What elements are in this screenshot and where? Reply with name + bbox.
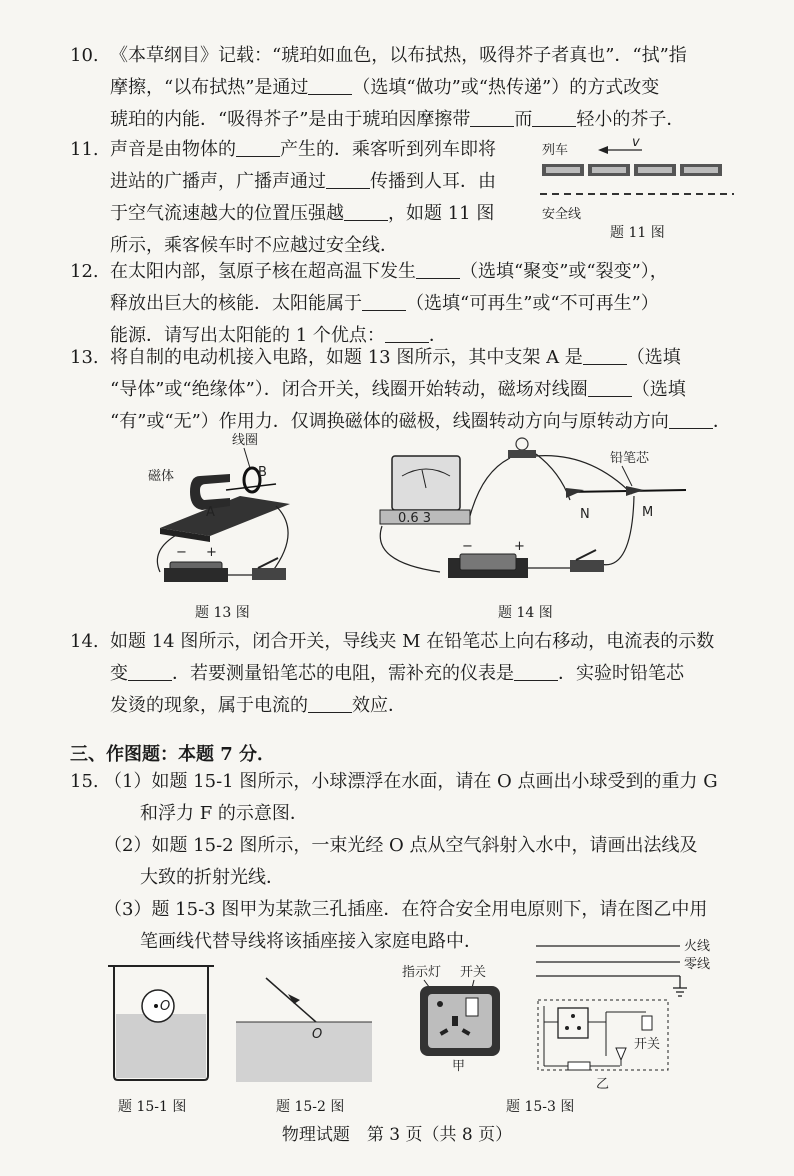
question-number: 10. (70, 45, 99, 66)
answer-blank (326, 170, 370, 189)
support-a-label: A (206, 505, 215, 520)
question-14: 14. 如题 14 图所示，闭合开关，导线夹 M 在铅笔芯上向右移动，电流表的示数 变 ．若要测量铅笔芯的电阻，需补充的仪表是 ．实验时铅笔芯 发烫的现象，属于电流的 效应． (70, 626, 770, 722)
socket-switch (466, 998, 478, 1016)
switch-label-2: 开关 (634, 1037, 661, 1052)
figure-13-caption: 题 13 图 (195, 605, 250, 621)
answer-blank (308, 76, 352, 95)
answer-blank (532, 108, 576, 127)
answer-blank (588, 378, 632, 397)
answer-blank (385, 324, 429, 343)
ammeter (392, 456, 460, 510)
coil-label: 线圈 (232, 433, 259, 448)
answer-blank (470, 108, 514, 127)
meter-scale: 0.6 3 (398, 511, 432, 526)
switch-label: 开关 (460, 965, 487, 980)
question-number: 12. (70, 261, 99, 282)
answer-blank (362, 292, 406, 311)
clip-n (566, 488, 584, 498)
arrow-head-icon (598, 146, 608, 154)
magnet-label: 磁体 (148, 469, 175, 484)
figure-15-2 (236, 974, 372, 1084)
figure-14 (370, 432, 690, 592)
page-footer: 物理试题 第 3 页（共 8 页） (281, 1125, 513, 1145)
svg-text:−: − (462, 539, 473, 554)
neutral-wire-label: 零线 (684, 957, 711, 972)
incident-ray (266, 978, 316, 1022)
resistor (568, 1062, 590, 1070)
q11-line-4: 所示，乘客候车时不应越过安全线． (110, 235, 398, 256)
figure-15-1 (108, 964, 218, 1084)
answer-blank (308, 694, 352, 713)
question-13: 13. 将自制的电动机接入电路，如题 13 图所示，其中支架 A 是 （选填 “导体”或“绝缘体”）．闭合开关，线圈开始转动，磁场对线圈 （选填 “有”或“无”）作用力．仅调换磁体的磁极，线圈转动方向与原转动方向 ． (70, 342, 780, 438)
water (116, 1014, 206, 1078)
svg-text:+: + (206, 545, 217, 560)
svg-text:−: − (176, 545, 187, 560)
q14-line-1: 如题 14 图所示，闭合开关，导线夹 M 在铅笔芯上向右移动，电流表的示数 (110, 631, 715, 652)
question-11: 11. 声音是由物体的 产生的．乘客听到列车即将 进站的广播声，广播声通过 传播到人耳．由 于空气流速越大的位置压强越 ，如题 11 图 所示，乘客候车时不应越过安全线． (70, 134, 530, 262)
question-number: 13. (70, 347, 99, 368)
answer-blank (669, 410, 713, 429)
q15-part3-line1: （3）题 15-3 图甲为某款三孔插座．在符合安全用电原则下，请在图乙中用 (104, 899, 708, 920)
bulb-icon (516, 438, 528, 450)
svg-text:+: + (514, 539, 525, 554)
point-o-label: O (160, 999, 171, 1014)
question-10: 10. 《本草纲目》记载：“琥珀如血色，以布拭热，吸得芥子者真也”．“拭”指 摩擦，“以布拭热”是通过 （选填“做功”或“热传递”）的方式改变 琥珀的内能．“吸得芥子”是由于琥珀因摩擦带 而 轻小的芥子． (70, 40, 770, 136)
figure-yi-label: 乙 (596, 1077, 610, 1092)
switch (570, 560, 604, 572)
figure-15-3-circuit (530, 936, 730, 1092)
section-heading: 三、作图题：本题 7 分． (70, 744, 276, 765)
q15-part3-line2: 笔画线代替导线将该插座接入家庭电路中． (140, 931, 482, 952)
q10-line-1: 《本草纲目》记载：“琥珀如血色，以布拭热，吸得芥子者真也”．“拭”指 (110, 45, 687, 66)
indicator-icon (437, 1001, 443, 1007)
socket-panel (428, 994, 492, 1048)
figure-15-3-caption: 题 15-3 图 (506, 1099, 575, 1115)
velocity-label: v (632, 135, 640, 150)
answer-blank (416, 260, 460, 279)
figure-15-1-caption: 题 15-1 图 (118, 1099, 187, 1115)
safety-line-label: 安全线 (542, 207, 582, 222)
answer-blank (128, 662, 172, 681)
led-icon (616, 1048, 626, 1060)
clip-m-label: M (642, 505, 654, 520)
water (236, 1022, 372, 1082)
switch (252, 568, 286, 580)
q15-part2-line2: 大致的折射光线． (140, 867, 284, 888)
question-12: 12. 在太阳内部，氢原子核在超高温下发生 （选填“聚变”或“裂变”）， 释放出巨大的核能．太阳能属于 （选填“可再生”或“不可再生”） 能源．请写出太阳能的 1 个优点： ． (70, 256, 770, 352)
clip-n-label: N (580, 507, 590, 522)
pencil-lead-label: 铅笔芯 (610, 451, 650, 466)
figure-11 (538, 135, 738, 230)
q15-part1-line1: （1）如题 15-1 图所示，小球漂浮在水面，请在 O 点画出小球受到的重力 G (104, 771, 718, 792)
answer-blank (514, 662, 558, 681)
answer-blank (583, 346, 627, 365)
figure-13 (140, 432, 310, 592)
figure-15-2-caption: 题 15-2 图 (276, 1099, 345, 1115)
question-15 (70, 766, 780, 958)
train-label: 列车 (542, 143, 569, 158)
point-o-label: O (312, 1027, 323, 1042)
answer-blank (344, 202, 388, 221)
figure-11-caption: 题 11 图 (610, 225, 665, 241)
train-cars (542, 164, 722, 176)
question-number: 11. (70, 139, 99, 160)
switch-symbol (642, 1016, 652, 1030)
indicator-label: 指示灯 (402, 965, 442, 980)
q15-part1-line2: 和浮力 F 的示意图． (140, 803, 308, 824)
q15-part2-line1: （2）如题 15-2 图所示，一束光经 O 点从空气斜射入水中，请画出法线及 (104, 835, 698, 856)
question-number: 14. (70, 631, 99, 652)
question-number: 15. (70, 771, 99, 792)
support-b-label: B (258, 465, 267, 480)
figure-jia-label: 甲 (452, 1059, 466, 1074)
answer-blank (236, 138, 280, 157)
figure-14-caption: 题 14 图 (498, 605, 553, 621)
socket-symbol (558, 1008, 588, 1038)
figure-15-3-socket (400, 962, 510, 1074)
live-wire-label: 火线 (684, 939, 711, 954)
